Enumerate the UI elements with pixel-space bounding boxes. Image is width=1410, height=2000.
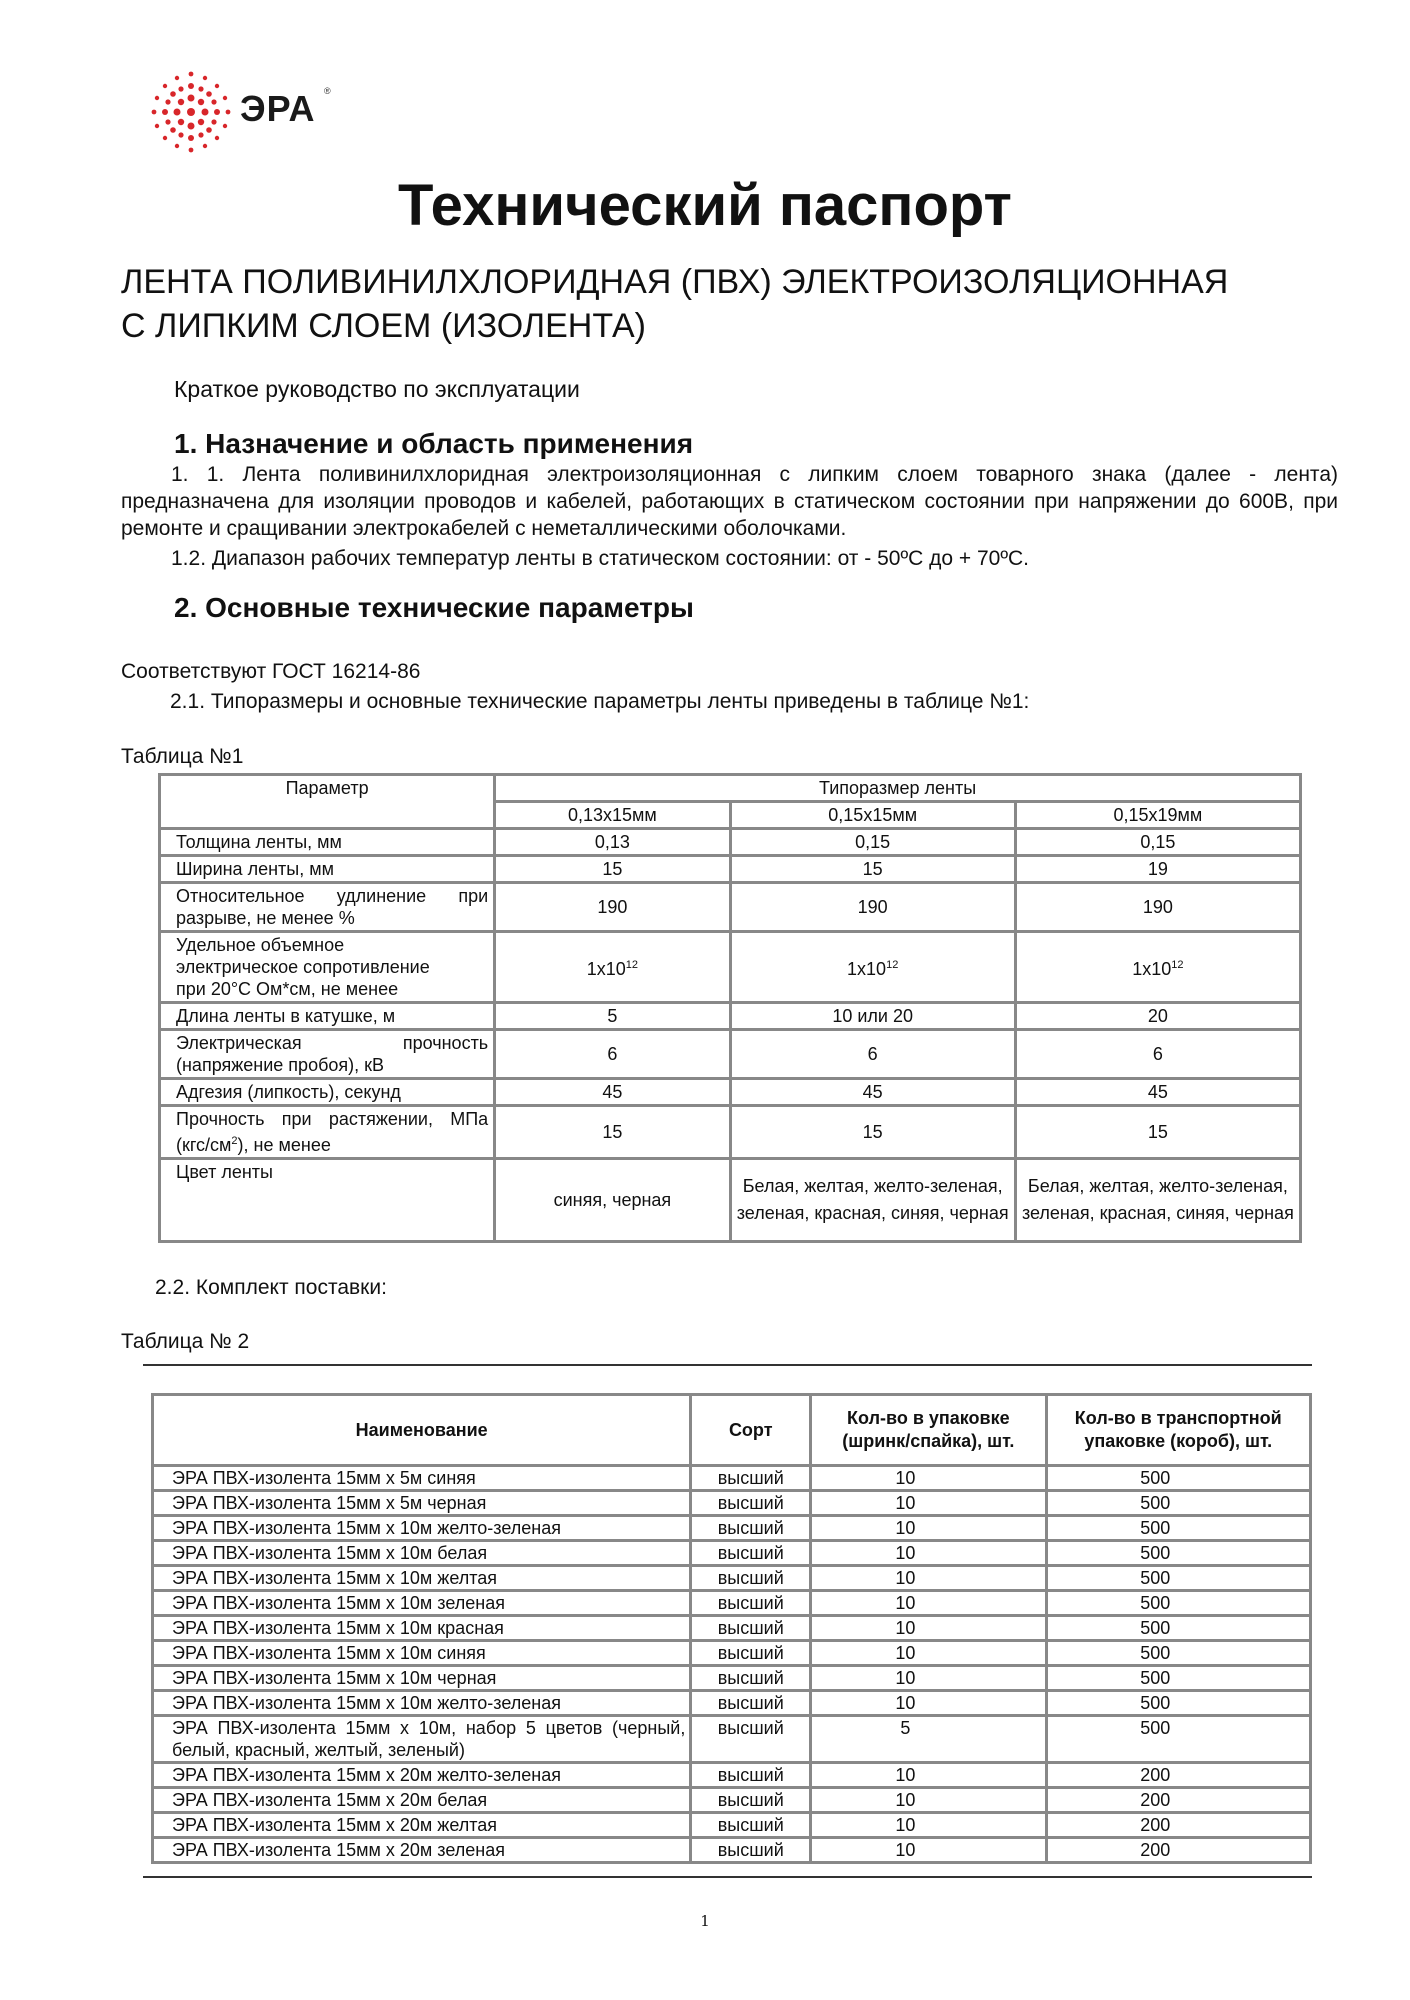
table-row [160, 932, 1301, 1003]
page-number: 1 [700, 1912, 710, 1930]
param-header: Параметр [160, 775, 495, 829]
pack-qty: 10 [811, 1641, 1046, 1666]
param-value: 190 [730, 883, 1015, 932]
page-title: Технический паспорт [398, 173, 1012, 238]
parameters-table [158, 773, 1302, 1243]
box-qty: 500 [1046, 1466, 1310, 1491]
pack-qty: 10 [811, 1566, 1046, 1591]
param-value: 45 [1015, 1079, 1300, 1106]
param-label: Цвет ленты [160, 1159, 495, 1242]
era-burst-icon [146, 62, 236, 162]
box-qty: 200 [1046, 1838, 1310, 1863]
product-grade: высший [691, 1838, 811, 1863]
pack-qty: 10 [811, 1691, 1046, 1716]
logo-text: ЭРА [240, 88, 316, 129]
section-2-heading: 2. Основные технические параметры [174, 592, 694, 623]
table-row [153, 1716, 1311, 1763]
header-pack-qty: Кол-во в упаковке (шринк/спайка), шт. [811, 1395, 1046, 1466]
table-2-bottom-rule [143, 1876, 1312, 1878]
table-2-top-rule [143, 1364, 1312, 1366]
param-label: Длина ленты в катушке, м [160, 1003, 495, 1030]
param-value: 5 [495, 1003, 730, 1030]
pack-qty: 10 [811, 1466, 1046, 1491]
product-name: ЭРА ПВХ-изолента 15мм х 10м белая [153, 1541, 691, 1566]
param-value: 15 [495, 1106, 730, 1159]
size-header: Типоразмер ленты [495, 775, 1301, 802]
box-qty: 500 [1046, 1691, 1310, 1716]
param-label: Адгезия (липкость), секунд [160, 1079, 495, 1106]
param-value: 15 [495, 856, 730, 883]
box-qty: 500 [1046, 1566, 1310, 1591]
product-name: ЭРА ПВХ-изолента 15мм х 10м желто-зеленая [153, 1516, 691, 1541]
era-logo [146, 62, 336, 162]
product-grade: высший [691, 1491, 811, 1516]
param-value: $1х10^{12}$ [730, 932, 1015, 1003]
box-qty: 200 [1046, 1788, 1310, 1813]
param-value: 0,15 [1015, 829, 1300, 856]
pack-qty: 10 [811, 1813, 1046, 1838]
pack-qty: 10 [811, 1788, 1046, 1813]
product-grade: высший [691, 1716, 811, 1763]
param-value: 45 [730, 1079, 1015, 1106]
subtitle-line-1: ЛЕНТА ПОЛИВИНИЛХЛОРИДНАЯ (ПВХ) ЭЛЕКТРОИЗОЛЯЦИОННАЯ [121, 263, 1229, 301]
box-qty: 500 [1046, 1641, 1310, 1666]
param-label: Прочность при растяжении, МПа $(кгс/см^2)$, не менее [160, 1106, 495, 1159]
gost-compliance: Соответствуют ГОСТ 16214-86 [121, 660, 421, 683]
param-value: Белая, желтая, желто-зеленая, зеленая, красная, синяя, черная [1015, 1159, 1300, 1242]
table-row [153, 1491, 1311, 1516]
pack-qty: 5 [811, 1716, 1046, 1763]
table-row [153, 1541, 1311, 1566]
table-row [153, 1666, 1311, 1691]
param-value: 20 [1015, 1003, 1300, 1030]
product-name: ЭРА ПВХ-изолента 15мм х 5м синяя [153, 1466, 691, 1491]
product-name: ЭРА ПВХ-изолента 15мм х 10м, набор 5 цветов (черный, белый, красный, желтый, зеленый) [153, 1716, 691, 1763]
table-header-row [153, 1395, 1311, 1466]
header-box-qty: Кол-во в транспортной упаковке (короб), шт. [1046, 1395, 1310, 1466]
box-qty: 200 [1046, 1813, 1310, 1838]
label-line: при 20°С Ом*см, не менее [176, 979, 399, 999]
table-row [160, 1106, 1301, 1159]
table-row [160, 829, 1301, 856]
product-grade: высший [691, 1788, 811, 1813]
table-row [153, 1516, 1311, 1541]
box-qty: 500 [1046, 1541, 1310, 1566]
param-value: 0,15 [730, 829, 1015, 856]
product-name: ЭРА ПВХ-изолента 15мм х 10м черная [153, 1666, 691, 1691]
product-grade: высший [691, 1813, 811, 1838]
param-label [160, 932, 495, 1003]
param-label: Ширина ленты, мм [160, 856, 495, 883]
product-grade: высший [691, 1763, 811, 1788]
param-value: 6 [1015, 1030, 1300, 1079]
param-value: 15 [730, 856, 1015, 883]
product-name: ЭРА ПВХ-изолента 15мм х 10м зеленая [153, 1591, 691, 1616]
product-grade: высший [691, 1591, 811, 1616]
table-row [153, 1591, 1311, 1616]
param-value: 190 [1015, 883, 1300, 932]
delivery-table [151, 1393, 1312, 1864]
product-grade: высший [691, 1666, 811, 1691]
product-name: ЭРА ПВХ-изолента 15мм х 10м желто-зеленая [153, 1691, 691, 1716]
table-row [160, 1030, 1301, 1079]
section-1-heading: 1. Назначение и область применения [174, 428, 694, 459]
product-grade: высший [691, 1516, 811, 1541]
product-name: ЭРА ПВХ-изолента 15мм х 20м белая [153, 1788, 691, 1813]
table-row [153, 1763, 1311, 1788]
table-row [153, 1566, 1311, 1591]
box-qty: 500 [1046, 1516, 1310, 1541]
guide-label: Краткое руководство по эксплуатации [174, 376, 580, 402]
product-name: ЭРА ПВХ-изолента 15мм х 20м желто-зеленая [153, 1763, 691, 1788]
product-grade: высший [691, 1641, 811, 1666]
subtitle-line-2: С ЛИПКИМ СЛОЕМ (ИЗОЛЕНТА) [121, 307, 646, 345]
product-subtitle [121, 260, 1228, 348]
param-value: 19 [1015, 856, 1300, 883]
pack-qty: 10 [811, 1591, 1046, 1616]
table-row [153, 1838, 1311, 1863]
param-value: 0,13 [495, 829, 730, 856]
param-value: синяя, черная [495, 1159, 730, 1242]
section-2-1-text: 2.1. Типоразмеры и основные технические параметры ленты приведены в таблице №1: [170, 690, 1030, 713]
table-2-caption: Таблица № 2 [121, 1330, 250, 1353]
table-row [160, 1079, 1301, 1106]
param-value: 15 [1015, 1106, 1300, 1159]
product-name: ЭРА ПВХ-изолента 15мм х 20м зеленая [153, 1838, 691, 1863]
table-row [160, 1159, 1301, 1242]
param-label: Электрическая прочность (напряжение пробоя), кВ [160, 1030, 495, 1079]
box-qty: 500 [1046, 1591, 1310, 1616]
header-grade: Сорт [691, 1395, 811, 1466]
param-label: Относительное удлинение при разрыве, не менее % [160, 883, 495, 932]
table-1-caption: Таблица №1 [121, 745, 244, 768]
registered-mark: ® [324, 86, 331, 96]
pack-qty: 10 [811, 1516, 1046, 1541]
pack-qty: 10 [811, 1666, 1046, 1691]
section-1-paragraph-1: 1. 1. Лента поливинилхлоридная электроизоляционная с липким слоем товарного знака (далее - лента) предназначена для изоляции проводов и кабелей, работающих в статическом состоянии при напряжении до 600В, при ремонте и сращивании электрокабелей с неметаллическими оболочками. [121, 463, 1338, 540]
table-row [153, 1813, 1311, 1838]
product-name: ЭРА ПВХ-изолента 15мм х 10м синяя [153, 1641, 691, 1666]
header-name: Наименование [153, 1395, 691, 1466]
product-grade: высший [691, 1691, 811, 1716]
label-line: Удельное объемное [176, 935, 345, 955]
product-grade: высший [691, 1466, 811, 1491]
size-col-1: 0,13х15мм [495, 802, 730, 829]
param-value: 190 [495, 883, 730, 932]
param-label: Толщина ленты, мм [160, 829, 495, 856]
param-value: $1х10^{12}$ [1015, 932, 1300, 1003]
pack-qty: 10 [811, 1763, 1046, 1788]
param-value: Белая, желтая, желто-зеленая, зеленая, красная, синяя, черная [730, 1159, 1015, 1242]
kit-label: 2.2. Комплект поставки: [155, 1276, 387, 1299]
table-row [160, 856, 1301, 883]
size-col-2: 0,15х15мм [730, 802, 1015, 829]
table-row [153, 1691, 1311, 1716]
param-value: 6 [495, 1030, 730, 1079]
param-value: 6 [730, 1030, 1015, 1079]
param-value: 15 [730, 1106, 1015, 1159]
product-grade: высший [691, 1541, 811, 1566]
product-grade: высший [691, 1566, 811, 1591]
table-row [153, 1616, 1311, 1641]
table-row [160, 883, 1301, 932]
label-line: электрическое сопротивление [176, 957, 430, 977]
param-value: 45 [495, 1079, 730, 1106]
product-grade: высший [691, 1616, 811, 1641]
pack-qty: 10 [811, 1838, 1046, 1863]
table-row [153, 1466, 1311, 1491]
table-row [153, 1788, 1311, 1813]
size-col-3: 0,15х19мм [1015, 802, 1300, 829]
pack-qty: 10 [811, 1616, 1046, 1641]
param-value: $1х10^{12}$ [495, 932, 730, 1003]
param-value: 10 или 20 [730, 1003, 1015, 1030]
product-name: ЭРА ПВХ-изолента 15мм х 20м желтая [153, 1813, 691, 1838]
box-qty: 500 [1046, 1666, 1310, 1691]
box-qty: 200 [1046, 1763, 1310, 1788]
box-qty: 500 [1046, 1491, 1310, 1516]
box-qty: 500 [1046, 1616, 1310, 1641]
pack-qty: 10 [811, 1491, 1046, 1516]
table-row [160, 775, 1301, 802]
product-name: ЭРА ПВХ-изолента 15мм х 5м черная [153, 1491, 691, 1516]
pack-qty: 10 [811, 1541, 1046, 1566]
box-qty: 500 [1046, 1716, 1310, 1763]
table-row [160, 1003, 1301, 1030]
product-name: ЭРА ПВХ-изолента 15мм х 10м красная [153, 1616, 691, 1641]
product-name: ЭРА ПВХ-изолента 15мм х 10м желтая [153, 1566, 691, 1591]
table-row [153, 1641, 1311, 1666]
section-1-paragraph-2: 1.2. Диапазон рабочих температур ленты в статическом состоянии: от - 50ºС до + 70ºС. [171, 547, 1030, 570]
